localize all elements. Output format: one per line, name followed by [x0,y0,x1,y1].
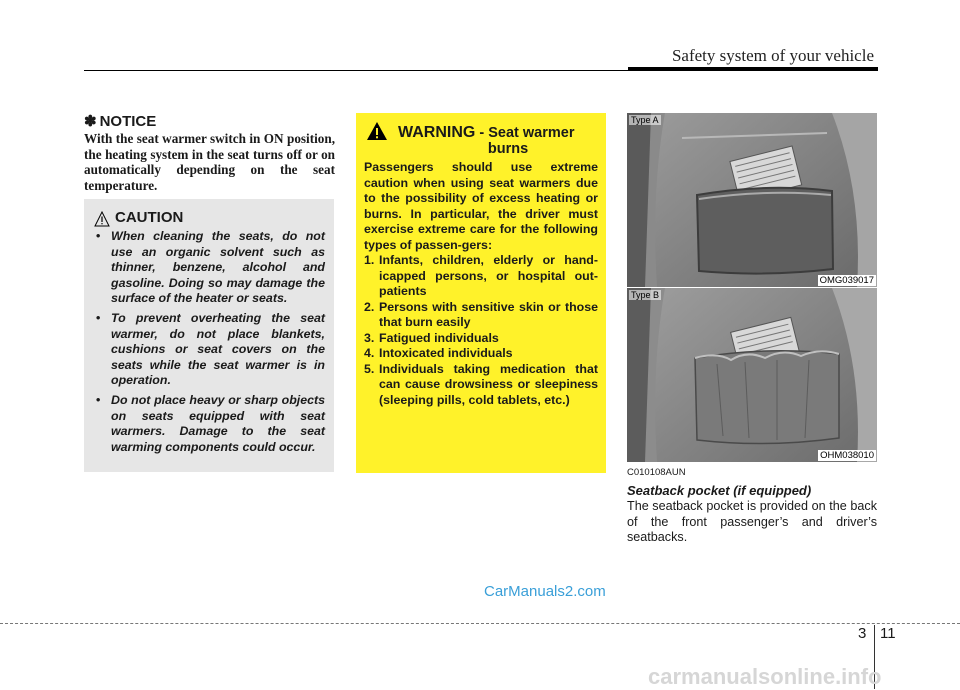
seatback-pocket-photo-type-a [627,113,877,287]
seatback-illustration-a [627,113,877,287]
caution-triangle-icon [94,211,110,227]
figure-type-label: Type B [631,290,660,300]
warning-subtitle-cont: burns [487,141,529,157]
bottom-watermark: carmanualsonline.info [648,664,882,689]
warning-triangle-icon [366,121,388,141]
warning-item: 4. Intoxicated individuals [364,346,513,360]
figure-type-label: Type A [631,115,659,125]
site-watermark-link[interactable]: CarManuals2.com [484,583,606,600]
caution-list [92,229,325,459]
seatback-pocket-photo-type-b [627,288,877,462]
warning-box [356,113,606,473]
header-rule [84,70,628,71]
warning-list [364,253,598,408]
page-header-title: Safety system of your vehicle [671,46,874,65]
footer-rule [0,623,960,624]
chapter-number: 3 [858,625,867,642]
section-body: The seatback pocket is provided on the back of the front passenger’s and driver’s seatbacks. [627,499,877,544]
notice-heading [84,112,156,130]
caution-title: CAUTION [115,209,184,226]
caution-item: • To prevent overheating the seat warmer, do not place blankets, cushions or seat covers on the seats while the seat warmer is in operation. [96,310,325,388]
warning-item: 2. Persons with sensitive skin or those that burn easily [364,299,598,329]
warning-item: 3. Fatigued individuals [364,330,499,345]
warning-item: 5. Individuals taking medication that can cause drowsiness or sleepiness (sleeping pills, cold tablets, etc.) [364,361,598,407]
page-number: 11 [880,625,896,642]
notice-star-icon: ✽ [84,113,97,130]
section-ref-code: C010108AUN [627,467,686,478]
seatback-illustration-b [627,288,877,462]
header-rule-accent [628,67,878,71]
warning-subtitle: - Seat warmer [475,125,575,141]
warning-item: 1. Infants, children, elderly or hand-icapped persons, or hospital out-patients [364,253,598,298]
notice-body: With the seat warmer switch in ON position, the heating system in the seat turns off or on automatically depending on the seat temperature. [84,131,335,193]
warning-intro: Passengers should use extreme caution when using seat warmers due to the possibility of excess heating or burns. In particular, the driver must exercise extreme care for the following types of passen-gers: [364,160,598,252]
figure-code: OHM038010 [820,450,874,461]
section-title: Seatback pocket (if equipped) [627,483,812,498]
caution-box [84,199,334,472]
figure-code: OMG039017 [819,275,874,286]
warning-body [364,160,598,408]
caution-item: • When cleaning the seats, do not use an organic solvent such as thinner, benzene, alcohol and gasoline. Doing so may damage the surface of the heater or seats. [96,229,325,306]
notice-title: NOTICE [99,113,157,130]
warning-heading [398,125,598,157]
caution-item: • Do not place heavy or sharp objects on seats equipped with seat warmers. Damage to the seat warming components could occur. [96,392,325,454]
warning-title: WARNING [398,124,476,141]
